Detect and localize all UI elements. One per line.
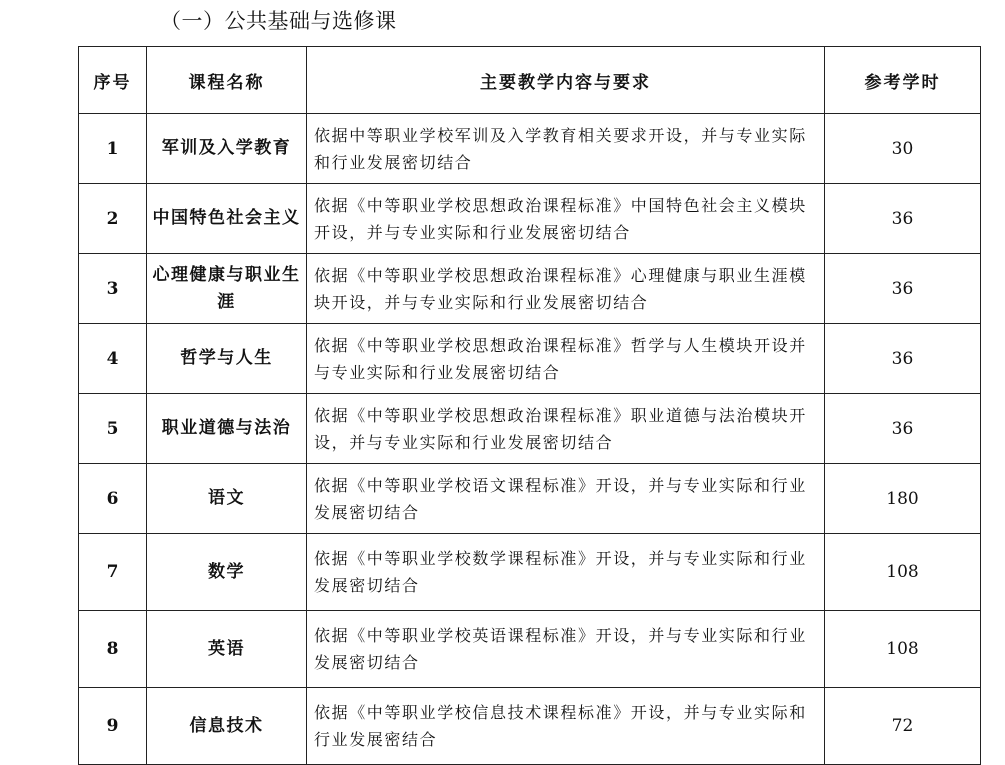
- course-name: 信息技术: [147, 688, 307, 765]
- course-content: 依据《中等职业学校数学课程标准》开设，并与专业实际和行业发展密切结合: [307, 534, 825, 611]
- header-content: 主要教学内容与要求: [307, 47, 825, 114]
- section-heading: （一）公共基础与选修课: [160, 9, 397, 33]
- course-content: 依据《中等职业学校思想政治课程标准》中国特色社会主义模块开设，并与专业实际和行业发展密切结合: [307, 184, 825, 254]
- table-row: [79, 254, 981, 324]
- table-row: [79, 114, 981, 184]
- course-name: 数学: [147, 534, 307, 611]
- header-hours: 参考学时: [825, 47, 981, 114]
- table-row: [79, 184, 981, 254]
- course-content: 依据《中等职业学校思想政治课程标准》哲学与人生模块开设并与专业实际和行业发展密切结合: [307, 324, 825, 394]
- course-table: [78, 46, 981, 765]
- row-index: 5: [79, 394, 147, 464]
- course-name: 英语: [147, 611, 307, 688]
- course-hours: 36: [825, 184, 981, 254]
- header-course-name: 课程名称: [147, 47, 307, 114]
- course-content: 依据《中等职业学校思想政治课程标准》心理健康与职业生涯模块开设，并与专业实际和行业发展密切结合: [307, 254, 825, 324]
- course-name: 哲学与人生: [147, 324, 307, 394]
- table-row: [79, 464, 981, 534]
- row-index: 7: [79, 534, 147, 611]
- course-content: 依据《中等职业学校思想政治课程标准》职业道德与法治模块开设，并与专业实际和行业发展密切结合: [307, 394, 825, 464]
- table-row: [79, 394, 981, 464]
- course-name: 军训及入学教育: [147, 114, 307, 184]
- course-hours: 108: [825, 611, 981, 688]
- row-index: 2: [79, 184, 147, 254]
- course-content: 依据《中等职业学校语文课程标准》开设，并与专业实际和行业发展密切结合: [307, 464, 825, 534]
- course-content: 依据《中等职业学校英语课程标准》开设，并与专业实际和行业发展密切结合: [307, 611, 825, 688]
- course-hours: 180: [825, 464, 981, 534]
- row-index: 3: [79, 254, 147, 324]
- row-index: 1: [79, 114, 147, 184]
- course-hours: 72: [825, 688, 981, 765]
- course-name: 职业道德与法治: [147, 394, 307, 464]
- table-row: [79, 324, 981, 394]
- table-row: [79, 688, 981, 765]
- row-index: 8: [79, 611, 147, 688]
- row-index: 9: [79, 688, 147, 765]
- course-hours: 108: [825, 534, 981, 611]
- table-header-row: [79, 47, 981, 114]
- course-name: 心理健康与职业生涯: [147, 254, 307, 324]
- row-index: 4: [79, 324, 147, 394]
- course-name: 语文: [147, 464, 307, 534]
- course-content: 依据《中等职业学校信息技术课程标准》开设，并与专业实际和行业发展密结合: [307, 688, 825, 765]
- course-hours: 36: [825, 254, 981, 324]
- table-row: [79, 534, 981, 611]
- course-name: 中国特色社会主义: [147, 184, 307, 254]
- course-hours: 36: [825, 324, 981, 394]
- row-index: 6: [79, 464, 147, 534]
- course-hours: 36: [825, 394, 981, 464]
- header-index: 序号: [79, 47, 147, 114]
- course-content: 依据中等职业学校军训及入学教育相关要求开设，并与专业实际和行业发展密切结合: [307, 114, 825, 184]
- table-row: [79, 611, 981, 688]
- course-hours: 30: [825, 114, 981, 184]
